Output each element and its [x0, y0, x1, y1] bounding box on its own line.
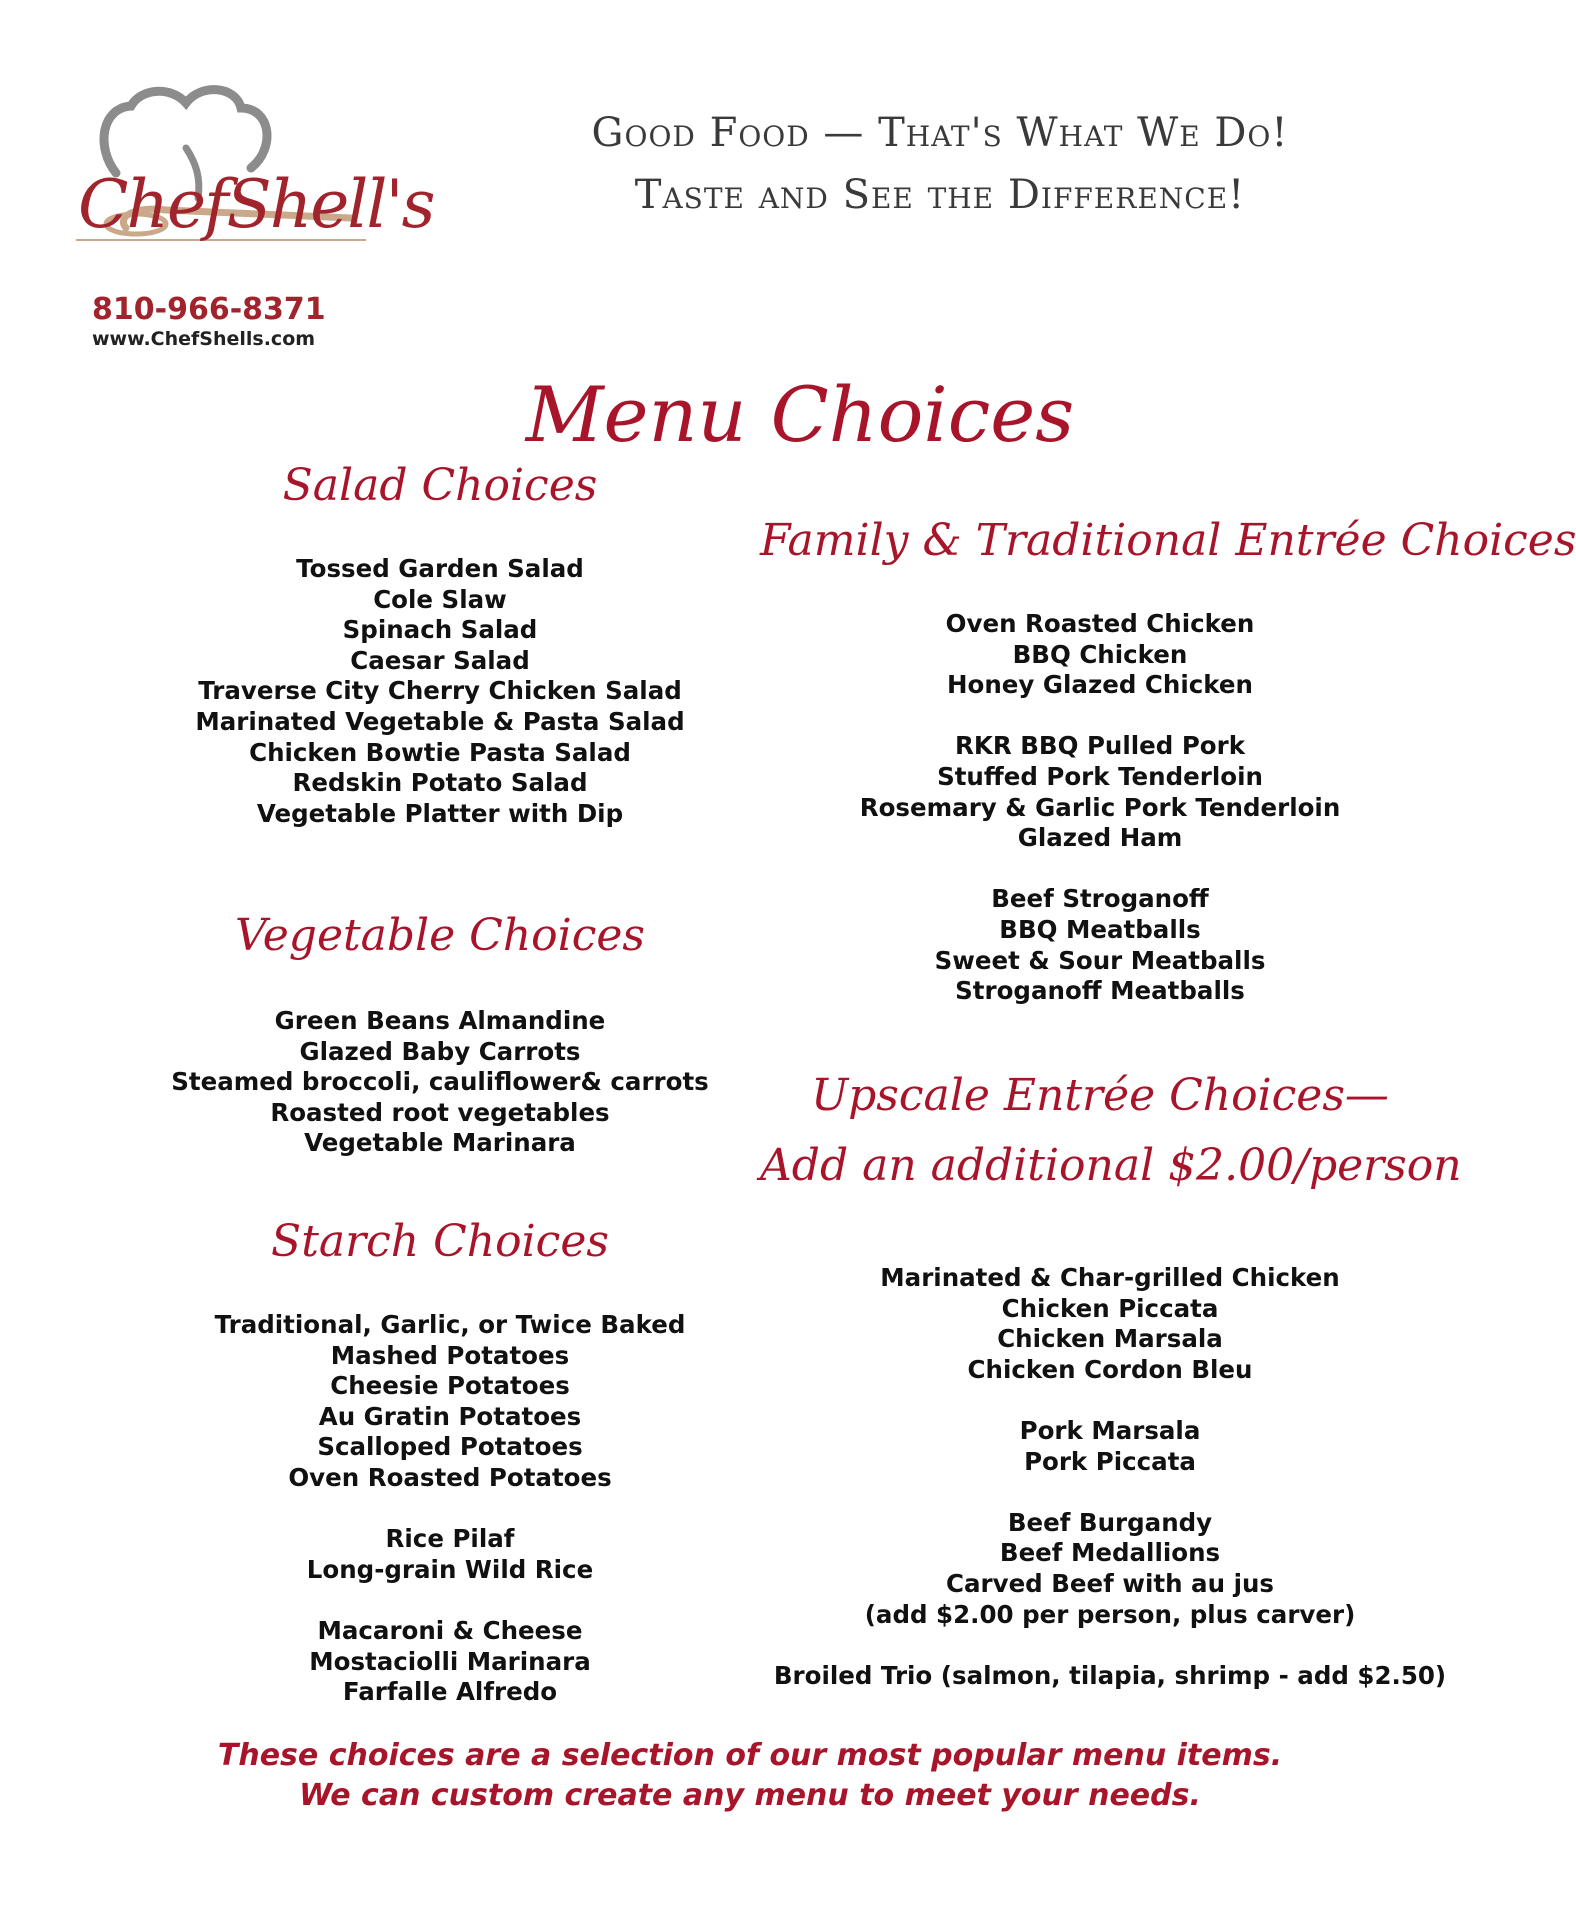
page-title: Menu Choices	[525, 370, 1075, 459]
menu-item: Cole Slaw	[373, 584, 507, 614]
menu-item: Rosemary & Garlic Pork Tenderloin	[859, 792, 1341, 822]
menu-item: Chicken Bowtie Pasta Salad	[249, 737, 631, 767]
menu-item: Macaroni & Cheese	[317, 1615, 583, 1645]
vegetable-list	[140, 1006, 740, 1159]
vegetable-heading: Vegetable Choices	[235, 910, 645, 961]
menu-item: Traverse City Cherry Chicken Salad	[198, 676, 682, 706]
family-entree-list	[760, 609, 1440, 1007]
menu-item: Scalloped Potatoes	[317, 1432, 583, 1462]
tagline-good-food: Good Food — That's What We Do!	[591, 110, 1289, 156]
salad-heading: Salad Choices	[282, 460, 598, 511]
menu-item: Spinach Salad	[342, 615, 538, 645]
list-spacer	[760, 1477, 1460, 1508]
menu-item: Mostaciolli Marinara	[309, 1646, 591, 1676]
menu-item: Au Gratin Potatoes	[318, 1401, 582, 1431]
upscale-entree-list	[760, 1263, 1460, 1691]
menu-item: Pork Marsala	[1019, 1415, 1201, 1445]
tagline-taste-and-see: Taste and See the Difference!	[634, 172, 1246, 218]
menu-item: RKR BBQ Pulled Pork	[955, 731, 1245, 761]
logo-phone: 810-966-8371	[92, 292, 326, 327]
starch-list	[150, 1310, 750, 1708]
menu-item: Rice Pilaf	[385, 1524, 515, 1554]
footer-note-line-2: We can custom create any menu to meet your needs.	[299, 1778, 1201, 1813]
logo-brand-name: ChefShell's	[78, 166, 434, 243]
list-spacer	[150, 1585, 750, 1616]
menu-item: Oven Roasted Potatoes	[288, 1462, 612, 1492]
list-spacer	[760, 854, 1440, 885]
menu-item: Sweet & Sour Meatballs	[934, 945, 1266, 975]
list-spacer	[150, 1494, 750, 1525]
menu-item: Chicken Cordon Bleu	[967, 1354, 1253, 1384]
menu-item: Vegetable Platter with Dip	[256, 798, 624, 828]
menu-item: Redskin Potato Salad	[292, 768, 588, 798]
menu-item: (add $2.00 per person, plus carver)	[864, 1599, 1356, 1629]
menu-item: Carved Beef with au jus	[946, 1568, 1274, 1598]
chefshells-logo	[76, 78, 434, 358]
menu-item: BBQ Meatballs	[999, 914, 1201, 944]
menu-item: Pork Piccata	[1024, 1446, 1196, 1476]
menu-item: Chicken Piccata	[1001, 1293, 1219, 1323]
salad-list	[140, 554, 740, 829]
menu-item: Honey Glazed Chicken	[947, 670, 1253, 700]
menu-item: Tossed Garden Salad	[296, 554, 584, 583]
menu-item: Stroganoff Meatballs	[955, 976, 1245, 1006]
menu-item: Oven Roasted Chicken	[945, 609, 1255, 638]
upscale-entree-subheading: Add an additional $2.00/person	[760, 1140, 1462, 1191]
menu-item: Chicken Marsala	[997, 1324, 1223, 1354]
menu-item: Caesar Salad	[350, 645, 530, 675]
menu-item: Cheesie Potatoes	[330, 1371, 570, 1401]
menu-item: Traditional, Garlic, or Twice Baked	[214, 1310, 686, 1339]
menu-item: Roasted root vegetables	[270, 1097, 610, 1127]
family-entree-heading: Family & Traditional Entrée Choices	[760, 515, 1576, 566]
upscale-entree-heading: Upscale Entrée Choices—	[811, 1070, 1389, 1121]
menu-item: Farfalle Alfredo	[342, 1677, 558, 1707]
list-spacer	[760, 1630, 1460, 1661]
menu-item: Mashed Potatoes	[330, 1340, 570, 1370]
menu-item: Stuffed Pork Tenderloin	[937, 761, 1263, 791]
menu-item: Beef Medallions	[999, 1538, 1221, 1568]
menu-item: Long-grain Wild Rice	[306, 1554, 594, 1584]
menu-item: Glazed Ham	[1017, 823, 1183, 853]
menu-item: BBQ Chicken	[1012, 639, 1188, 669]
logo-website: www.ChefShells.com	[92, 328, 316, 350]
menu-item: Marinated Vegetable & Pasta Salad	[195, 706, 685, 736]
menu-item: Steamed broccoli, cauliflower& carrots	[171, 1067, 709, 1097]
menu-item: Marinated & Char-grilled Chicken	[880, 1263, 1340, 1292]
list-spacer	[760, 1385, 1460, 1416]
starch-heading: Starch Choices	[271, 1216, 609, 1267]
menu-item: Broiled Trio (salmon, tilapia, shrimp - add $2.50)	[773, 1660, 1447, 1690]
footer-note-line-1: These choices are a selection of our most popular menu items.	[217, 1738, 1283, 1773]
menu-item: Beef Burgandy	[1007, 1507, 1213, 1537]
menu-item: Glazed Baby Carrots	[299, 1036, 581, 1066]
menu-item: Green Beans Almandine	[274, 1006, 606, 1035]
menu-item: Beef Stroganoff	[991, 884, 1209, 914]
menu-item: Vegetable Marinara	[304, 1128, 576, 1158]
list-spacer	[760, 701, 1440, 732]
